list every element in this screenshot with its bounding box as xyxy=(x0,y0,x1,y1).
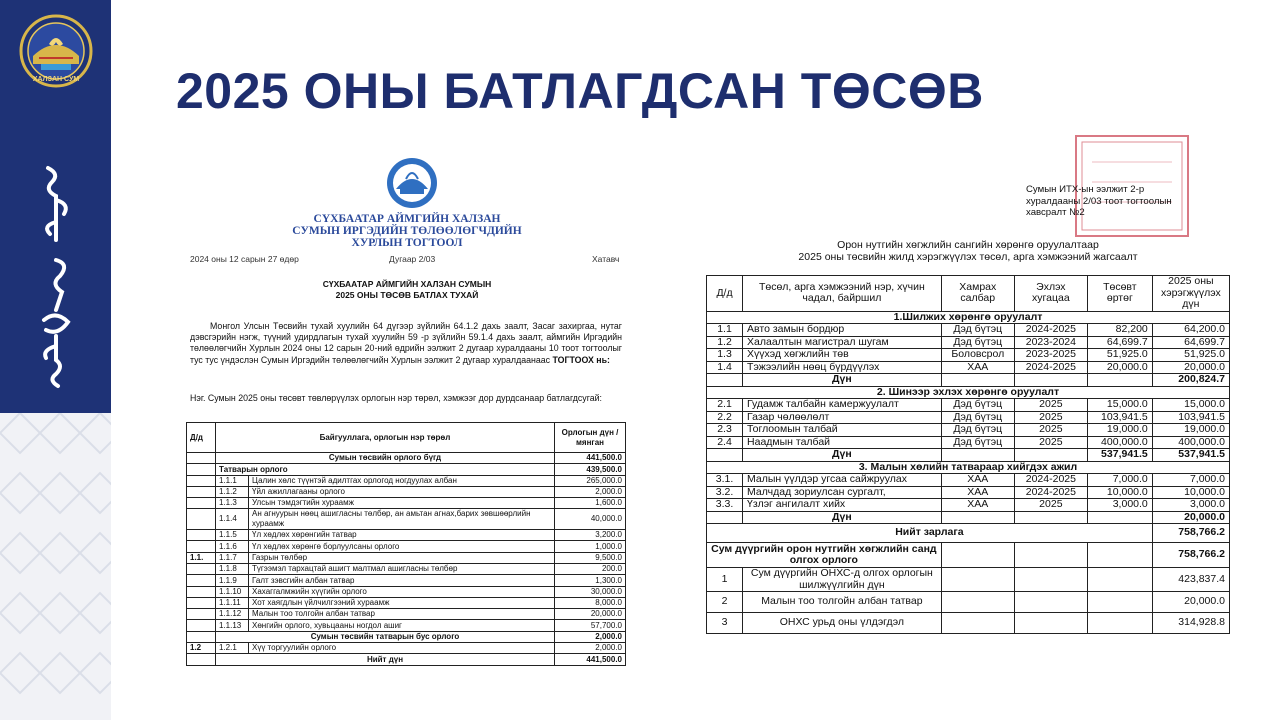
table-row xyxy=(707,474,1230,487)
row-code-cell: 1.1.1 xyxy=(216,475,249,486)
row-amount-cell: 10,000.0 xyxy=(1152,486,1229,499)
table-row xyxy=(707,349,1230,362)
row-name-cell: Галт зэвсгийн албан татвар xyxy=(249,575,555,586)
table-header-row xyxy=(187,423,626,453)
row-period-cell: 2025 xyxy=(1014,499,1087,512)
row-amount-cell: 64,200.0 xyxy=(1152,324,1229,337)
list-title-line-1: Орон нутгийн хөгжлийн сангийн хөрөнгө оруулалтаар xyxy=(837,239,1099,251)
table-row xyxy=(187,654,626,665)
left-band xyxy=(0,0,111,720)
row-group-cell xyxy=(187,631,216,642)
table-row xyxy=(707,411,1230,424)
total-label-cell: Дүн xyxy=(743,449,942,462)
row-group-cell xyxy=(187,563,216,574)
empty-cell xyxy=(1014,374,1087,387)
row-name-cell: Тэжээлийн нөөц бүрдүүлэх xyxy=(743,361,942,374)
row-sector-cell: Боловсрол xyxy=(941,349,1014,362)
row-group-cell xyxy=(187,575,216,586)
investment-rows xyxy=(707,311,1230,634)
row-value-cell: 9,500.0 xyxy=(555,552,626,563)
row-name-cell: Нийт дүн xyxy=(216,654,555,665)
table-header-cell: Д/д xyxy=(707,276,743,312)
row-amount-cell: 20,000.0 xyxy=(1152,361,1229,374)
total-row xyxy=(707,374,1230,387)
table-row xyxy=(187,486,626,497)
total-cost-cell xyxy=(1087,511,1152,524)
row-name-cell: Наадмын талбай xyxy=(743,436,942,449)
row-code-cell: 1.1.3 xyxy=(216,498,249,509)
table-row xyxy=(187,541,626,552)
row-group-cell xyxy=(187,541,216,552)
empty-cell xyxy=(1014,543,1087,568)
table-row xyxy=(187,530,626,541)
list-title-line-2: 2025 оны төсвийн жилд хэрэгжүүлэх төсөл, арга хэмжээний жагсаалт xyxy=(798,251,1138,263)
table-row xyxy=(187,498,626,509)
row-group-cell xyxy=(187,509,216,530)
row-amount-cell: 20,000.0 xyxy=(1152,592,1229,613)
table-row xyxy=(707,336,1230,349)
row-name-cell: Хахаггалмжийн хүүгийн орлого xyxy=(249,586,555,597)
table-header-cell: Хамрах салбар xyxy=(941,276,1014,312)
row-name-cell: Авто замын бордюр xyxy=(743,324,942,337)
soum-emblem-icon xyxy=(19,14,93,88)
row-value-cell: 3,200.0 xyxy=(555,530,626,541)
row-name-cell: Тоглоомын талбай xyxy=(743,424,942,437)
investment-table xyxy=(706,275,1230,634)
row-sector-cell: ХАА xyxy=(941,486,1014,499)
empty-cell xyxy=(707,511,743,524)
table-row xyxy=(187,453,626,464)
row-number-cell: 2.4 xyxy=(707,436,743,449)
total-label-cell: Дүн xyxy=(743,374,942,387)
empty-cell xyxy=(1014,568,1087,592)
table-row xyxy=(187,643,626,654)
table-row xyxy=(707,361,1230,374)
empty-cell xyxy=(1087,613,1152,634)
row-name-cell: Хүүхэд хөгжлийн төв xyxy=(743,349,942,362)
table-row xyxy=(187,509,626,530)
row-value-cell: 441,500.0 xyxy=(555,453,626,464)
row-amount-cell: 51,925.0 xyxy=(1152,349,1229,362)
row-name-cell: Татварын орлого xyxy=(216,464,555,475)
table-row xyxy=(187,586,626,597)
row-value-cell: 8,000.0 xyxy=(555,597,626,608)
row-name-cell: Үл хөдлөх хөрөнгийн татвар xyxy=(249,530,555,541)
row-period-cell: 2025 xyxy=(1014,399,1087,412)
row-code-cell: 1.1.9 xyxy=(216,575,249,586)
row-code-cell: 1.2.1 xyxy=(216,643,249,654)
row-number-cell: 3 xyxy=(707,613,743,634)
row-period-cell: 2023-2024 xyxy=(1014,336,1087,349)
table-header-cell: Д/д xyxy=(187,423,216,453)
empty-cell xyxy=(941,568,1014,592)
total-row xyxy=(707,511,1230,524)
row-value-cell: 57,700.0 xyxy=(555,620,626,631)
empty-cell xyxy=(707,449,743,462)
row-value-cell: 439,500.0 xyxy=(555,464,626,475)
revenue-table xyxy=(186,422,626,666)
row-cost-cell: 19,000.0 xyxy=(1087,424,1152,437)
attachment-note-line: хуралдааны 2/03 тоот тогтоолын xyxy=(1026,195,1172,207)
row-sector-cell: Дэд бүтэц xyxy=(941,336,1014,349)
total-amount-cell: 537,941.5 xyxy=(1152,449,1229,462)
row-value-cell: 20,000.0 xyxy=(555,609,626,620)
revenue-rows xyxy=(187,453,626,666)
row-name-cell: Түгээмэл тархацтай ашигт малтмал ашигласны төлбөр xyxy=(249,563,555,574)
row-number-cell: 2 xyxy=(707,592,743,613)
row-amount-cell: 103,941.5 xyxy=(1152,411,1229,424)
table-row xyxy=(707,436,1230,449)
row-number-cell: 1.1 xyxy=(707,324,743,337)
row-number-cell: 2.2 xyxy=(707,411,743,424)
row-cost-cell: 7,000.0 xyxy=(1087,474,1152,487)
row-value-cell: 265,000.0 xyxy=(555,475,626,486)
row-group-cell xyxy=(187,620,216,631)
header-line-3: ХУРЛЫН ТОГТООЛ xyxy=(351,237,463,249)
row-value-cell: 441,500.0 xyxy=(555,654,626,665)
row-value-cell: 1,300.0 xyxy=(555,575,626,586)
preamble xyxy=(190,321,622,366)
row-period-cell: 2024-2025 xyxy=(1014,474,1087,487)
preamble-bold: ТОГТООХ нь: xyxy=(552,354,610,365)
row-group-cell xyxy=(187,597,216,608)
row-group-cell xyxy=(187,609,216,620)
empty-cell xyxy=(1087,568,1152,592)
row-value-cell: 2,000.0 xyxy=(555,486,626,497)
slide-title: 2025 ОНЫ БАТЛАГДСАН ТӨСӨВ xyxy=(176,63,984,119)
table-row xyxy=(707,399,1230,412)
header-line-1: СҮХБААТАР АЙМГИЙН ХАЛЗАН xyxy=(313,213,501,225)
table-row xyxy=(187,552,626,563)
table-row xyxy=(187,563,626,574)
total-row xyxy=(707,449,1230,462)
row-amount-cell: 64,699.7 xyxy=(1152,336,1229,349)
row-cost-cell: 15,000.0 xyxy=(1087,399,1152,412)
table-header-row xyxy=(707,276,1230,312)
table-header-cell: Байгууллага, орлогын нэр төрөл xyxy=(216,423,555,453)
row-number-cell: 1.3 xyxy=(707,349,743,362)
empty-cell xyxy=(941,592,1014,613)
table-header-cell: Төсөл, арга хэмжээний нэр, хүчин чадал, байршил xyxy=(743,276,942,312)
row-amount-cell: 19,000.0 xyxy=(1152,424,1229,437)
row-sector-cell: ХАА xyxy=(941,361,1014,374)
table-row xyxy=(187,620,626,631)
section-title-cell: 1.Шилжих хөрөнгө оруулалт xyxy=(707,311,1230,324)
subject-line-2: 2025 ОНЫ ТӨСӨВ БАТЛАХ ТУХАЙ xyxy=(335,290,479,300)
total-label-cell: Дүн xyxy=(743,511,942,524)
attachment-note xyxy=(1026,184,1232,219)
table-row xyxy=(707,486,1230,499)
row-value-cell: 30,000.0 xyxy=(555,586,626,597)
number-line: Дугаар 2/03 xyxy=(389,254,436,264)
row-cost-cell: 64,699.7 xyxy=(1087,336,1152,349)
emblem-text: ХАЛЗАН СУМ xyxy=(32,76,80,83)
row-name-cell: Үл хөдлөх хөрөнгө борлуулсаны орлого xyxy=(249,541,555,552)
clause: Нэг. Сумын 2025 оны төсөвт төвлөрүүлэх орлогын нэр төрөл, хэмжээг дор дурдсанаар батлагдсугай: xyxy=(190,393,602,403)
section-title-cell: 2. Шинээр эхлэх хөрөнгө оруулалт xyxy=(707,386,1230,399)
grand-total-cell: 758,766.2 xyxy=(1152,524,1229,543)
row-period-cell: 2024-2025 xyxy=(1014,324,1087,337)
row-amount-cell: 7,000.0 xyxy=(1152,474,1229,487)
row-name-cell: Малын тоо толгойн албан татвар xyxy=(249,609,555,620)
row-name-cell: Газрын төлбөр xyxy=(249,552,555,563)
row-sector-cell: ХАА xyxy=(941,499,1014,512)
table-header-cell: Эхлэх хугацаа xyxy=(1014,276,1087,312)
row-group-cell xyxy=(187,475,216,486)
row-sector-cell: Дэд бүтэц xyxy=(941,436,1014,449)
row-code-cell: 1.1.2 xyxy=(216,486,249,497)
place-line: Хатавч xyxy=(592,254,620,264)
empty-cell xyxy=(1087,592,1152,613)
table-row xyxy=(187,475,626,486)
table-row xyxy=(707,499,1230,512)
row-code-cell: 1.1.6 xyxy=(216,541,249,552)
empty-cell xyxy=(1014,592,1087,613)
row-sector-cell: Дэд бүтэц xyxy=(941,424,1014,437)
row-amount-cell: 400,000.0 xyxy=(1152,436,1229,449)
row-number-cell: 1 xyxy=(707,568,743,592)
state-emblem-icon xyxy=(384,155,440,209)
row-code-cell: 1.1.5 xyxy=(216,530,249,541)
row-name-cell: Газар чөлөөлөлт xyxy=(743,411,942,424)
table-row xyxy=(187,597,626,608)
row-period-cell: 2024-2025 xyxy=(1014,486,1087,499)
row-value-cell: 1,600.0 xyxy=(555,498,626,509)
row-name-cell: ОНХС урьд оны үлдэгдэл xyxy=(743,613,942,634)
row-code-cell: 1.1.11 xyxy=(216,597,249,608)
row-sector-cell: Дэд бүтэц xyxy=(941,411,1014,424)
row-period-cell: 2024-2025 xyxy=(1014,361,1087,374)
attachment-note-line: Сумын ИТХ-ын ээлжит 2-р xyxy=(1026,184,1145,195)
row-value-cell: 1,000.0 xyxy=(555,541,626,552)
fund-total-cell: 758,766.2 xyxy=(1152,543,1229,568)
row-sector-cell: Дэд бүтэц xyxy=(941,399,1014,412)
row-cost-cell: 82,200 xyxy=(1087,324,1152,337)
row-cost-cell: 400,000.0 xyxy=(1087,436,1152,449)
row-cost-cell: 20,000.0 xyxy=(1087,361,1152,374)
row-number-cell: 2.1 xyxy=(707,399,743,412)
table-row xyxy=(707,613,1230,634)
row-name-cell: Сумын төсвийн татварын бус орлого xyxy=(216,631,555,642)
section-row xyxy=(707,386,1230,399)
row-name-cell: Малын үүлдэр угсаа сайжруулах xyxy=(743,474,942,487)
empty-cell xyxy=(1014,511,1087,524)
row-amount-cell: 3,000.0 xyxy=(1152,499,1229,512)
row-code-cell: 1.1.10 xyxy=(216,586,249,597)
row-group-cell: 1.1. xyxy=(187,552,216,563)
table-row xyxy=(187,575,626,586)
row-name-cell: Сумын төсвийн орлого бүгд xyxy=(216,453,555,464)
row-number-cell: 3.1. xyxy=(707,474,743,487)
row-group-cell xyxy=(187,586,216,597)
row-code-cell: 1.1.8 xyxy=(216,563,249,574)
header-line-2: СУМЫН ИРГЭДИЙН ТӨЛӨӨЛӨГЧДИЙН xyxy=(292,225,522,237)
row-group-cell xyxy=(187,654,216,665)
row-code-cell: 1.1.12 xyxy=(216,609,249,620)
investment-document xyxy=(704,132,1232,682)
row-name-cell: Хүү торгуулийн орлого xyxy=(249,643,555,654)
brand-panel xyxy=(0,0,111,413)
row-value-cell: 200.0 xyxy=(555,563,626,574)
row-name-cell: Үзлэг ангилалт хийх xyxy=(743,499,942,512)
row-sector-cell: Дэд бүтэц xyxy=(941,324,1014,337)
table-row xyxy=(707,324,1230,337)
row-number-cell: 1.4 xyxy=(707,361,743,374)
empty-cell xyxy=(941,613,1014,634)
row-name-cell: Хот хаягдлын үйлчилгээний хураамж xyxy=(249,597,555,608)
row-value-cell: 2,000.0 xyxy=(555,643,626,654)
table-row xyxy=(707,592,1230,613)
row-period-cell: 2025 xyxy=(1014,411,1087,424)
empty-cell xyxy=(1087,543,1152,568)
row-group-cell: 1.2 xyxy=(187,643,216,654)
row-name-cell: Сум дүүргийн ОНХС-д олгох орлогын шилжүүлгийн дүн xyxy=(743,568,942,592)
row-number-cell: 1.2 xyxy=(707,336,743,349)
grand-total-label-cell: Нийт зарлага xyxy=(707,524,1153,543)
empty-cell xyxy=(1014,449,1087,462)
ornament-pattern xyxy=(0,413,111,720)
empty-cell xyxy=(941,543,1014,568)
row-name-cell: Цалин хөлс түүнтэй адилтгах орлогод ногдуулах албан xyxy=(249,475,555,486)
row-period-cell: 2025 xyxy=(1014,424,1087,437)
row-cost-cell: 103,941.5 xyxy=(1087,411,1152,424)
row-value-cell: 40,000.0 xyxy=(555,509,626,530)
section-title-cell: 3. Малын хөлийн татвараар хийгдэх ажил xyxy=(707,461,1230,474)
attachment-note-line: хавсралт №2 xyxy=(1026,207,1085,218)
row-group-cell xyxy=(187,464,216,475)
fund-row xyxy=(707,543,1230,568)
section-row xyxy=(707,461,1230,474)
table-header-cell: Төсөвт өртөг xyxy=(1087,276,1152,312)
grand-total-row xyxy=(707,524,1230,543)
date-line: 2024 оны 12 сарын 27 өдөр xyxy=(190,254,299,264)
total-cost-cell xyxy=(1087,374,1152,387)
empty-cell xyxy=(1014,613,1087,634)
row-group-cell xyxy=(187,486,216,497)
empty-cell xyxy=(941,449,1014,462)
total-amount-cell: 200,824.7 xyxy=(1152,374,1229,387)
table-row xyxy=(187,464,626,475)
row-cost-cell: 3,000.0 xyxy=(1087,499,1152,512)
row-name-cell: Үйл ажиллагааны орлого xyxy=(249,486,555,497)
empty-cell xyxy=(941,374,1014,387)
row-amount-cell: 314,928.8 xyxy=(1152,613,1229,634)
row-group-cell xyxy=(187,498,216,509)
fund-label-cell: Сум дүүргийн орон нутгийн хөгжлийн санд олгох орлого xyxy=(707,543,942,568)
row-period-cell: 2023-2025 xyxy=(1014,349,1087,362)
empty-cell xyxy=(707,374,743,387)
row-name-cell: Халаалтын магистрал шугам xyxy=(743,336,942,349)
row-number-cell: 3.2. xyxy=(707,486,743,499)
mongolian-script-icon xyxy=(30,160,82,390)
total-amount-cell: 20,000.0 xyxy=(1152,511,1229,524)
row-period-cell: 2025 xyxy=(1014,436,1087,449)
table-row xyxy=(187,631,626,642)
row-number-cell: 3.3. xyxy=(707,499,743,512)
row-cost-cell: 10,000.0 xyxy=(1087,486,1152,499)
empty-cell xyxy=(941,511,1014,524)
row-sector-cell: ХАА xyxy=(941,474,1014,487)
row-name-cell: Хөнгийн орлого, хувьцааны ногдол ашиг xyxy=(249,620,555,631)
row-group-cell xyxy=(187,530,216,541)
table-row xyxy=(707,568,1230,592)
section-row xyxy=(707,311,1230,324)
row-name-cell: Улсын тэмдэгтийн хураамж xyxy=(249,498,555,509)
row-code-cell: 1.1.4 xyxy=(216,509,249,530)
row-value-cell: 2,000.0 xyxy=(555,631,626,642)
table-header-cell: 2025 оны хэрэгжүүлэх дүн xyxy=(1152,276,1229,312)
row-amount-cell: 15,000.0 xyxy=(1152,399,1229,412)
preamble-text: Монгол Улсын Төсвийн тухай хуулийн 64 дүгээр зүйлийн 64.1.2 дахь заалт, Засаг захиргаа, нутаг дэвсгэрийн нэгж, түүний удирдлагын тухай хуулийн 59 -р зүйлийн 59.1.4 дахь заалт, аймгийн Иргэдийн төлөөлөгчийн Хурлын 2024 оны 12 сарын 20-ний өдрийн ээлжит 2 дугаар хуралдааны 10 тоот тогтоолыг тус тус үндэслэн Сумын Иргэдийн төлөөлөгчийн Хурлын ээлжит 2 дугаар хуралдаанаас xyxy=(190,321,622,365)
row-group-cell xyxy=(187,453,216,464)
total-cost-cell: 537,941.5 xyxy=(1087,449,1152,462)
row-name-cell: Ан агнуурын нөөц ашигласны төлбөр, ан амьтан агнах,барих зөвшөөрлийн хураамж xyxy=(249,509,555,530)
table-header-cell: Орлогын дүн /мянган xyxy=(555,423,626,453)
row-cost-cell: 51,925.0 xyxy=(1087,349,1152,362)
table-row xyxy=(707,424,1230,437)
row-number-cell: 2.3 xyxy=(707,424,743,437)
row-amount-cell: 423,837.4 xyxy=(1152,568,1229,592)
resolution-document xyxy=(184,135,630,683)
subject-line-1: СҮХБААТАР АЙМГИЙН ХАЛЗАН СУМЫН xyxy=(322,279,492,289)
table-row xyxy=(187,609,626,620)
row-name-cell: Малчдад зориулсан сургалт, xyxy=(743,486,942,499)
row-code-cell: 1.1.13 xyxy=(216,620,249,631)
row-name-cell: Малын тоо толгойн албан татвар xyxy=(743,592,942,613)
row-name-cell: Гудамж талбайн камержуулалт xyxy=(743,399,942,412)
row-code-cell: 1.1.7 xyxy=(216,552,249,563)
